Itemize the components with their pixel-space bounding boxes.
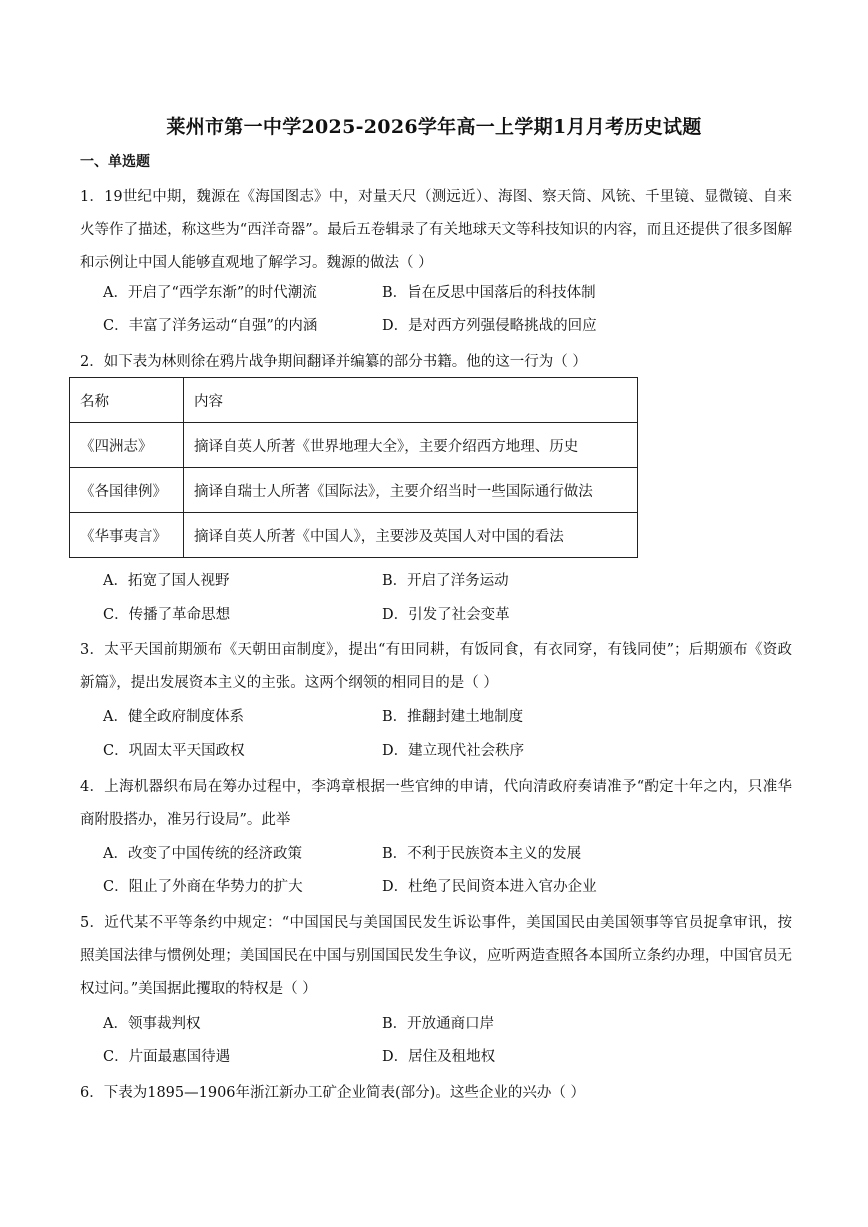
question-2-option-a[interactable]: A．拓宽了国人视野 [103,573,230,589]
question-1-stem: 1．19世纪中期，魏源在《海国图志》中，对量天尺（测远近）、海图、察天筒、风铳、千里镜、显微镜、自来火等作了描述，称这些为“西洋奇器”。最后五卷辑录了有关地球天文等科技知识的内容，而且还提供了很多图解和示例让中国人能够直观地了解学习。魏源的做法（ ） [80,189,792,271]
question-1-option-a[interactable]: A．开启了“西学东渐”的时代潮流 [103,285,317,301]
question-3-option-d[interactable]: D．建立现代社会秩序 [382,743,525,759]
question-4-option-c[interactable]: C．阻止了外商在华势力的扩大 [103,879,303,895]
question-2-option-d[interactable]: D．引发了社会变革 [382,607,510,623]
table-header-row [70,378,638,423]
question-2-option-c[interactable]: C．传播了革命思想 [103,607,231,623]
table-cell: 《四洲志》 [70,423,184,468]
table-header-cell: 内容 [184,378,638,423]
question-5-option-a[interactable]: A．领事裁判权 [103,1016,201,1032]
table-cell: 《各国律例》 [70,468,184,513]
question-3-option-a[interactable]: A．健全政府制度体系 [103,709,244,725]
table-cell: 摘译自英人所著《中国人》，主要涉及英国人对中国的看法 [184,513,638,558]
table-cell: 摘译自瑞士人所著《国际法》，主要介绍当时一些国际通行做法 [184,468,638,513]
question-3-option-b[interactable]: B．推翻封建土地制度 [382,709,524,725]
question-2-option-b[interactable]: B．开启了洋务运动 [382,573,509,589]
question-3-option-c[interactable]: C．巩固太平天国政权 [103,743,245,759]
table-header-cell: 名称 [70,378,184,423]
question-4-stem: 4．上海机器织布局在筹办过程中，李鸿章根据一些官绅的申请，代向清政府奏请准予“酌定十年之内，只准华商附股搭办，准另行设局”。此举 [80,779,792,828]
question-3-stem: 3．太平天国前期颁布《天朝田亩制度》，提出“有田同耕，有饭同食，有衣同穿，有钱同使”；后期颁布《资政新篇》，提出发展资本主义的主张。这两个纲领的相同目的是（ ） [80,642,792,691]
question-1-option-c[interactable]: C．丰富了洋务运动“自强”的内涵 [103,318,318,334]
question-4-option-a[interactable]: A．改变了中国传统的经济政策 [103,846,302,862]
question-1-option-b[interactable]: B．旨在反思中国落后的科技体制 [382,285,596,301]
table-row [70,513,638,558]
question-4-option-d[interactable]: D．杜绝了民间资本进入官办企业 [382,879,597,895]
question-5-option-d[interactable]: D．居住及租地权 [382,1049,496,1065]
question-5-option-b[interactable]: B．开放通商口岸 [382,1016,495,1032]
page-title: 莱州市第一中学2025-2026学年高一上学期1月月考历史试题 [166,116,702,138]
question-5-stem: 5．近代某不平等条约中规定：“中国国民与美国国民发生诉讼事件，美国国民由美国领事等官员捉拿审讯，按照美国法律与惯例处理；美国国民在中国与别国国民发生争议，应听两造查照各本国所立条约办理，中国官员无权过问。”美国据此攫取的特权是（ ） [80,915,792,997]
book-table [69,377,638,558]
table-cell: 摘译自英人所著《世界地理大全》，主要介绍西方地理、历史 [184,423,638,468]
section-heading: 一、单选题 [80,154,150,170]
question-4-option-b[interactable]: B．不利于民族资本主义的发展 [382,846,582,862]
table-row [70,468,638,513]
question-1-option-d[interactable]: D．是对西方列强侵略挑战的回应 [382,318,597,334]
question-2-stem: 2．如下表为林则徐在鸦片战争期间翻译并编纂的部分书籍。他的这一行为（ ） [80,354,587,370]
question-5-option-c[interactable]: C．片面最惠国待遇 [103,1049,231,1065]
question-6-stem: 6．下表为1895—1906年浙江新办工矿企业简表(部分)。这些企业的兴办（ ） [80,1085,585,1101]
table-cell: 《华事夷言》 [70,513,184,558]
table-row [70,423,638,468]
